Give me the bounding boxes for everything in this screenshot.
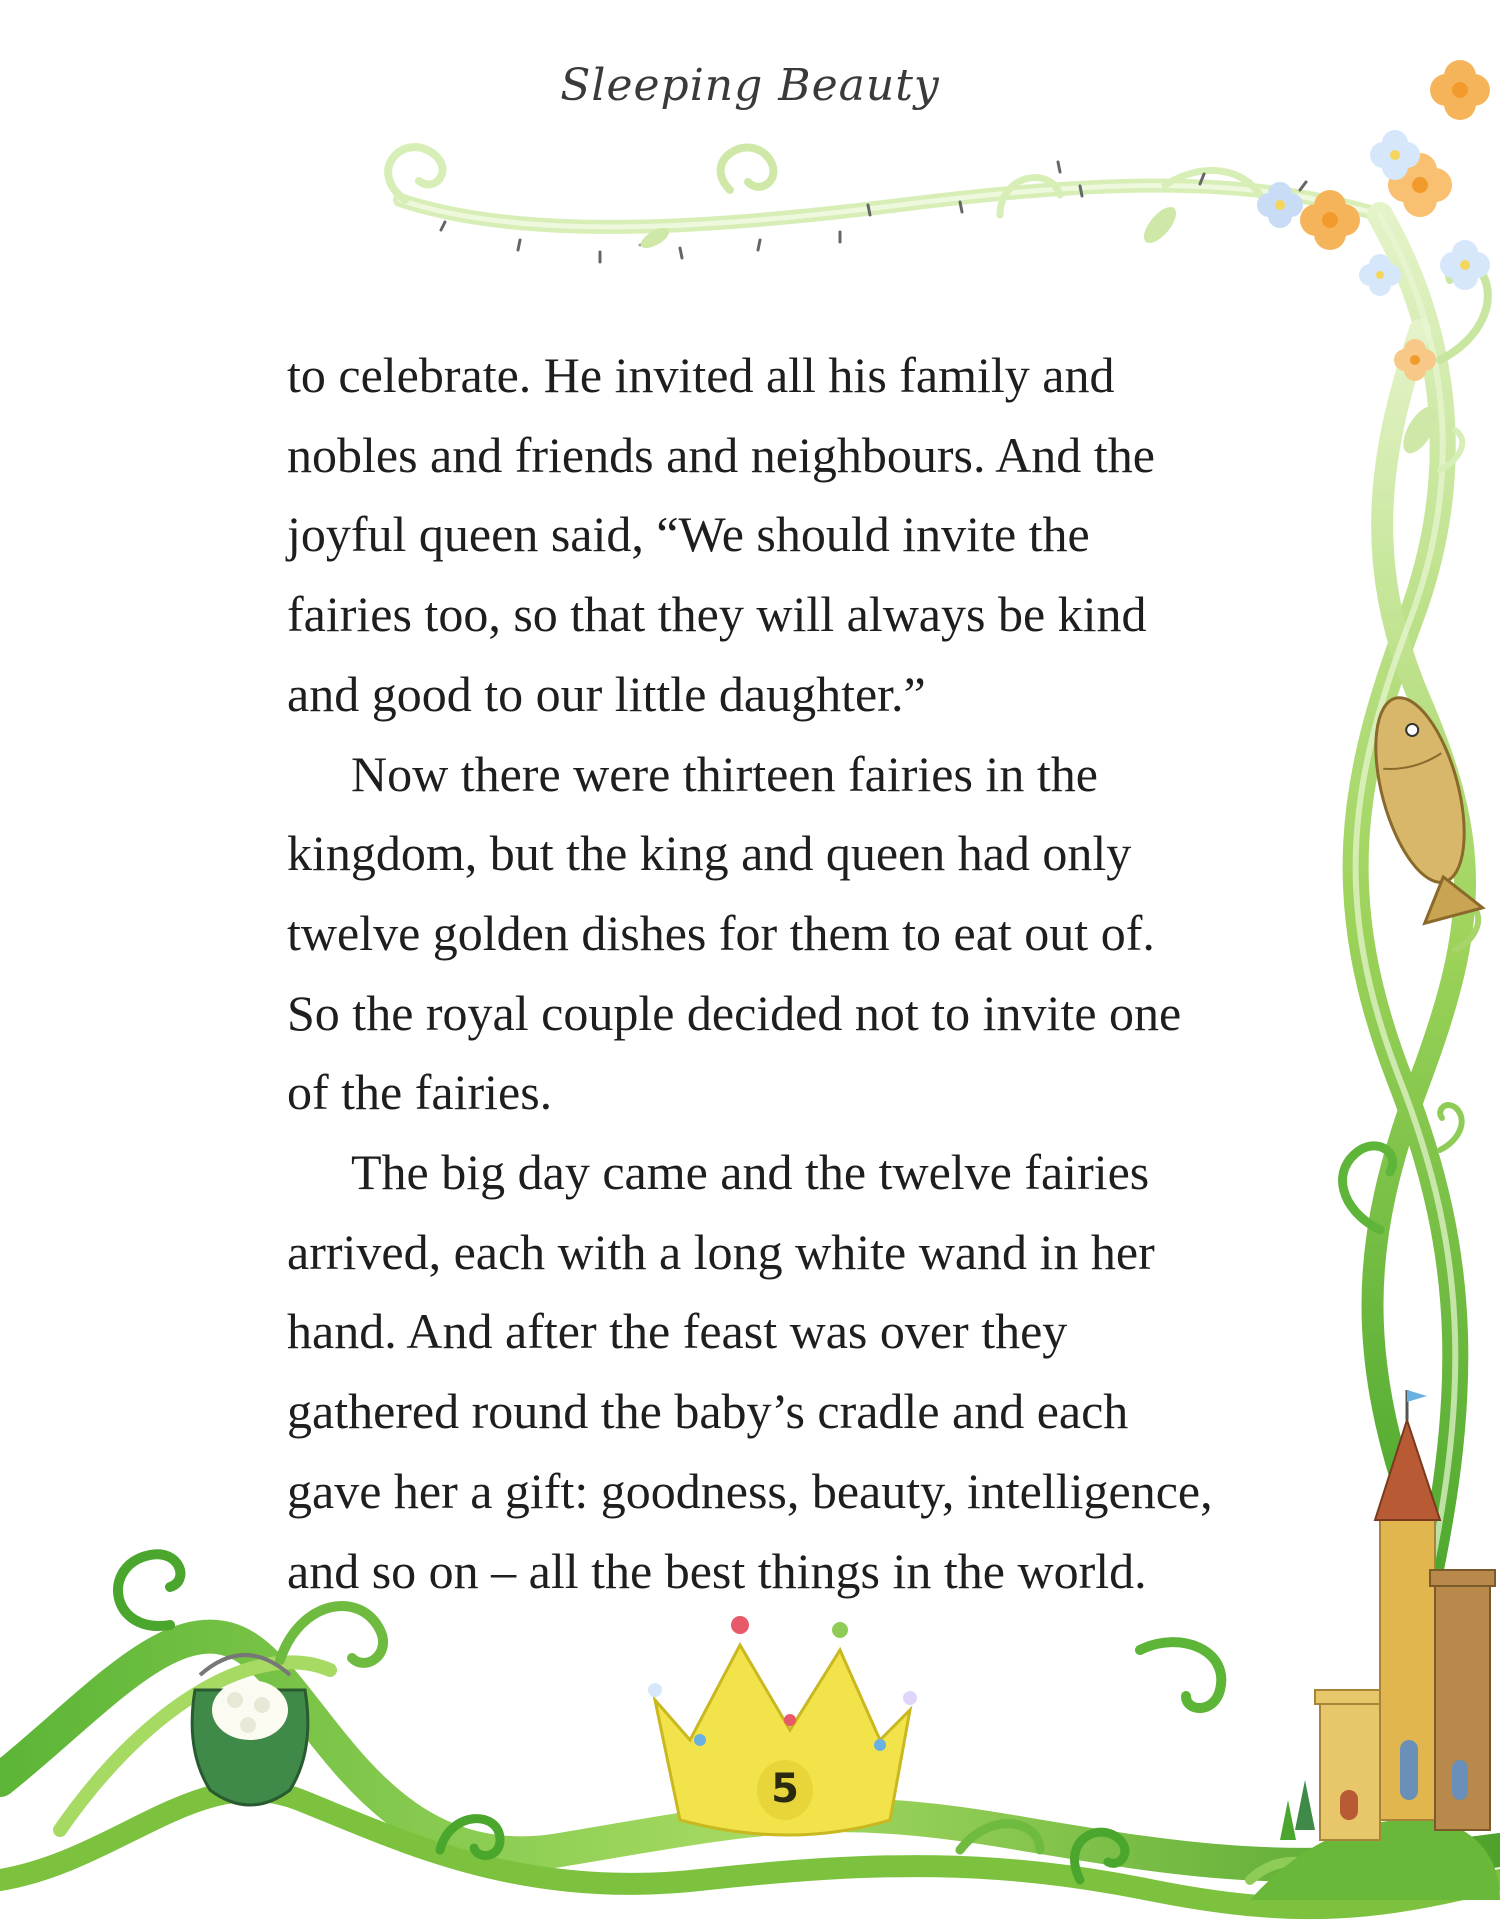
text-line: nobles and friends and neighbours. And the [287,426,1155,483]
page-title: Sleeping Beauty [560,60,940,111]
right-vine [1343,215,1488,1620]
text-line: fairies too, so that they will always be kind [287,586,1147,643]
castle-illustration [1250,1390,1500,1900]
text-line: and so on – all the best things in the world. [287,1542,1147,1599]
text-line: So the royal couple decided not to invite one [287,984,1182,1041]
paragraph-1 [287,336,1277,735]
text-line: gathered round the baby’s cradle and each [287,1383,1129,1440]
text-line: twelve golden dishes for them to eat out of. [287,904,1155,961]
text-line: gave her a gift: goodness, beauty, intelligence, [287,1462,1213,1519]
text-line: kingdom, but the king and queen had only [287,825,1132,882]
paragraph-3 [287,1133,1277,1611]
paragraph-2 [287,735,1277,1134]
story-text [287,336,1277,1611]
top-vine [388,147,1380,252]
text-line: to celebrate. He invited all his family and [287,347,1115,403]
text-line: arrived, each with a long white wand in her [287,1223,1155,1280]
text-line: and good to our little daughter.” [287,665,926,722]
text-line: joyful queen said, “We should invite the [287,506,1090,563]
text-line: The big day came and the twelve fairies [351,1144,1150,1201]
text-line: Now there were thirteen fairies in the [351,745,1098,802]
text-line: of the fairies. [287,1064,553,1121]
text-line: hand. And after the feast was over they [287,1303,1068,1360]
page-number: 5 [771,1766,799,1812]
